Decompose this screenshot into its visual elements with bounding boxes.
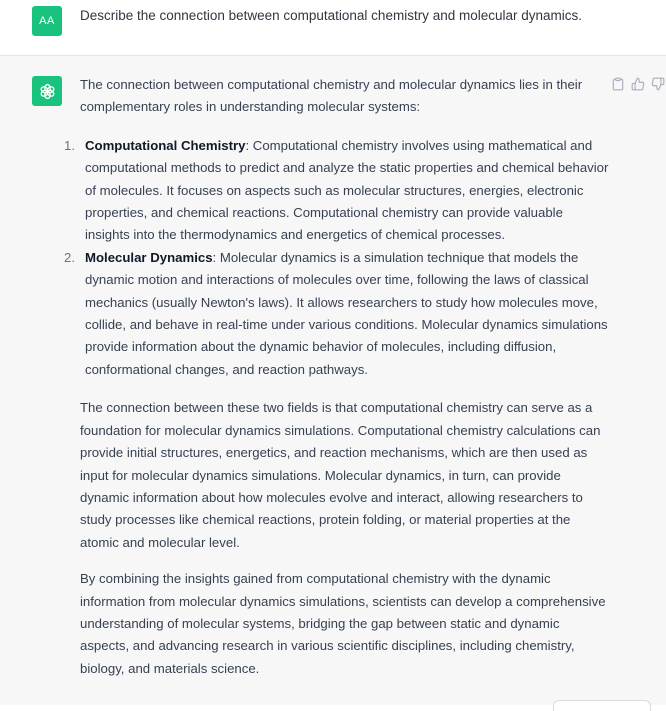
thumbs-down-icon[interactable] xyxy=(651,77,665,91)
list-text: : Molecular dynamics is a simulation technique that models the dynamic motion and interactions of molecules over time, following the laws of classical mechanics (usually Newton's laws). It allows researchers to study how molecules move, collide, and behave in real-time under various conditions. Molecular dynamics simulations provide information about the dynamic behavior of molecules, including diffusion, conformational changes, and reaction pathways. xyxy=(85,249,608,377)
regenerate-button-stub[interactable] xyxy=(553,700,651,711)
assistant-avatar xyxy=(32,76,62,106)
message-actions xyxy=(611,77,665,91)
openai-logo-icon xyxy=(38,82,57,101)
list-text: : Computational chemistry involves using mathematical and computational methods to predict and analyze the static properties and chemical behavior of molecules. It focuses on aspects such as molecular structures, energies, electronic properties, and chemical reactions. Computational chemistry can provide valuable insights into the thermodynamics and energetics of chemical processes. xyxy=(85,137,609,243)
user-message-row xyxy=(0,0,666,56)
list-number: 2. xyxy=(64,249,75,265)
list-term: Computational Chemistry xyxy=(85,137,246,153)
copy-icon[interactable] xyxy=(611,77,625,91)
list-number: 1. xyxy=(64,137,75,153)
thumbs-up-icon[interactable] xyxy=(631,77,645,91)
paragraph: By combining the insights gained from computational chemistry with the dynamic information from molecular dynamics simulations, scientists can develop a comprehensive understanding of molecular systems, bridging the gap between static and dynamic aspects, and advancing research in various scientific disciplines, including chemistry, biology, and materials science. xyxy=(80,571,606,676)
assistant-intro: The connection between computational chemistry and molecular dynamics lies in their complementary roles in understanding molecular systems: xyxy=(80,77,583,115)
list-item xyxy=(64,247,610,381)
paragraph: The connection between these two fields is that computational chemistry can serve as a foundation for molecular dynamics simulations. Computational chemistry calculations can provide initial structures, energetics, and reaction mechanisms, which are then used as input for molecular dynamics simulations. Molecular dynamics, in turn, can provide dynamic information about how molecules evolve and interact, allowing researchers to study processes like chemical reactions, protein folding, or material properties at the atomic and molecular level. xyxy=(80,400,601,550)
user-avatar: AA xyxy=(32,6,62,36)
numbered-list xyxy=(64,135,610,381)
list-term: Molecular Dynamics xyxy=(85,249,213,265)
assistant-message-content xyxy=(64,74,610,680)
list-item xyxy=(64,135,610,247)
assistant-message-row xyxy=(0,56,666,705)
user-message-text: Describe the connection between computational chemistry and molecular dynamics. xyxy=(80,8,583,23)
